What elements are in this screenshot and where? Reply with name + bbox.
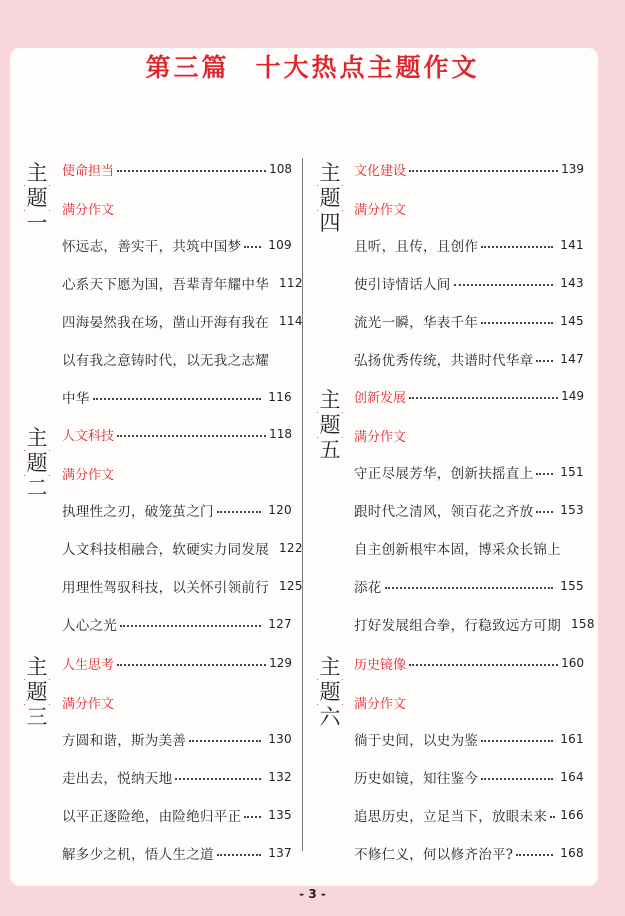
section-box <box>24 426 50 500</box>
section-number: 三 <box>24 705 50 729</box>
section-prefix-char: 题 <box>24 680 50 704</box>
essay-entry[interactable] <box>62 234 292 256</box>
essay-title: 不修仁义，何以修齐治平? <box>354 847 514 863</box>
page-number: - 3 - <box>299 887 326 901</box>
section-prefix-char: 主 <box>24 655 50 679</box>
essay-entry[interactable] <box>62 310 303 332</box>
part-label: 第三篇 <box>145 53 230 82</box>
essay-page: 155 <box>560 579 584 593</box>
sub-label: 满分作文 <box>354 203 407 218</box>
essay-page: 158 <box>571 617 595 631</box>
essay-page: 143 <box>560 276 584 290</box>
theme-title: 历史镜像 <box>354 657 407 673</box>
section-box <box>317 161 343 235</box>
essay-entry[interactable] <box>354 575 584 597</box>
essay-title: 添花 <box>354 580 382 596</box>
essay-entry[interactable] <box>354 499 584 521</box>
essay-entry[interactable] <box>354 842 584 864</box>
theme-entry[interactable] <box>62 423 292 445</box>
essay-entry[interactable] <box>354 766 584 788</box>
essay-entry[interactable] <box>354 234 584 256</box>
leader-dots <box>409 170 558 172</box>
essay-title: 人文科技相融合，软硬实力同发展 <box>62 542 269 558</box>
theme-title: 文化建设 <box>354 163 407 179</box>
leader-dots <box>481 740 553 742</box>
sub-label: 满分作文 <box>62 697 115 712</box>
essay-entry[interactable] <box>354 310 584 332</box>
essay-page: 164 <box>560 770 584 784</box>
essay-page: 141 <box>560 238 584 252</box>
leader-dots <box>481 322 553 324</box>
essay-page: 168 <box>560 846 584 860</box>
essay-title: 人心之光 <box>62 618 118 634</box>
essay-page: 122 <box>279 541 303 555</box>
leader-dots <box>550 816 553 818</box>
leader-dots <box>189 740 261 742</box>
essay-entry[interactable] <box>354 804 584 826</box>
essay-page: 145 <box>560 314 584 328</box>
section-prefix-char: 题 <box>24 186 50 210</box>
theme-entry[interactable] <box>354 385 584 407</box>
section-number: 五 <box>317 438 343 462</box>
essay-page: 132 <box>268 770 292 784</box>
section-prefix-char: 题 <box>317 413 343 437</box>
theme-page: 160 <box>561 656 584 670</box>
sub-label: 满分作文 <box>62 203 115 218</box>
essay-title: 流光一瞬，华表千年 <box>354 315 479 331</box>
leader-dots <box>120 625 261 627</box>
section-number: 四 <box>317 211 343 235</box>
theme-entry[interactable] <box>62 158 292 180</box>
column-divider <box>302 158 303 851</box>
leader-dots <box>175 778 261 780</box>
essay-page: 116 <box>268 390 292 404</box>
sub-label: 满分作文 <box>354 697 407 712</box>
essay-entry[interactable] <box>62 499 292 521</box>
section-prefix-char: 题 <box>24 451 50 475</box>
essay-page: 137 <box>268 846 292 860</box>
essay-entry[interactable] <box>354 537 584 559</box>
essay-entry[interactable] <box>62 348 292 370</box>
leader-dots <box>409 397 558 399</box>
section-box <box>317 388 343 462</box>
essay-entry[interactable] <box>62 766 292 788</box>
essay-entry[interactable] <box>62 272 303 294</box>
leader-dots <box>93 398 262 400</box>
leader-dots <box>516 854 553 856</box>
leader-dots <box>536 511 553 513</box>
essay-title: 中华 <box>62 391 90 407</box>
essay-title: 以有我之意铸时代，以无我之志耀 <box>62 353 269 369</box>
theme-page: 139 <box>561 162 584 176</box>
essay-title: 使引诗情话人间 <box>354 277 451 293</box>
essay-page: 127 <box>268 617 292 631</box>
sub-label: 满分作文 <box>354 430 407 445</box>
leader-dots <box>244 816 261 818</box>
essay-title: 以平正逐险绝，由险绝归平正 <box>62 809 242 825</box>
essay-title: 徜于史间，以史为鉴 <box>354 733 479 749</box>
essay-title: 怀远志，善实干，共筑中国梦 <box>62 239 242 255</box>
essay-title: 跟时代之清风，领百花之齐放 <box>354 504 534 520</box>
theme-title: 创新发展 <box>354 390 407 406</box>
essay-page: 153 <box>560 503 584 517</box>
essay-page: 166 <box>560 808 584 822</box>
section-box <box>24 161 50 235</box>
part-title: 十大热点主题作文 <box>255 53 480 82</box>
essay-title: 打好发展组合拳，行稳致远方可期 <box>354 618 561 634</box>
theme-title: 使命担当 <box>62 163 115 179</box>
leader-dots <box>117 170 266 172</box>
leader-dots <box>409 664 558 666</box>
essay-entry[interactable] <box>354 348 584 370</box>
section-prefix-char: 主 <box>317 388 343 412</box>
section-prefix-char: 主 <box>317 655 343 679</box>
essay-entry[interactable] <box>354 272 584 294</box>
essay-entry[interactable] <box>62 804 292 826</box>
essay-page: 161 <box>560 732 584 746</box>
theme-entry[interactable] <box>62 652 292 674</box>
essay-page: 125 <box>279 579 303 593</box>
essay-entry[interactable] <box>62 613 292 635</box>
essay-page: 151 <box>560 465 584 479</box>
essay-page: 120 <box>268 503 292 517</box>
leader-dots <box>244 246 261 248</box>
theme-entry[interactable] <box>354 652 584 674</box>
essay-title: 用理性驾驭科技，以关怀引领前行 <box>62 580 269 596</box>
essay-page: 130 <box>268 732 292 746</box>
essay-page: 147 <box>560 352 584 366</box>
theme-page: 129 <box>269 656 292 670</box>
page-title <box>0 48 625 84</box>
theme-entry[interactable] <box>354 158 584 180</box>
leader-dots <box>217 511 261 513</box>
essay-title: 心系天下愿为国，吾辈青年耀中华 <box>62 277 269 293</box>
essay-title: 方圆和谐，斯为美善 <box>62 733 187 749</box>
essay-title: 解多少之机，悟人生之道 <box>62 847 214 863</box>
leader-dots <box>117 435 266 437</box>
leader-dots <box>481 778 553 780</box>
section-number: 二 <box>24 476 50 500</box>
essay-page: 114 <box>279 314 303 328</box>
leader-dots <box>217 854 261 856</box>
essay-title: 且听，且传，且创作 <box>354 239 479 255</box>
section-box <box>317 655 343 729</box>
section-prefix-char: 主 <box>24 426 50 450</box>
essay-entry[interactable] <box>354 461 584 483</box>
essay-entry[interactable] <box>354 728 584 750</box>
leader-dots <box>536 473 553 475</box>
essay-title: 四海晏然我在场，凿山开海有我在 <box>62 315 269 331</box>
essay-entry[interactable] <box>62 842 292 864</box>
theme-page: 108 <box>269 162 292 176</box>
leader-dots <box>385 587 554 589</box>
leader-dots <box>454 284 554 286</box>
essay-title: 自主创新根牢本固，博采众长锦上 <box>354 542 561 558</box>
section-prefix-char: 主 <box>24 161 50 185</box>
sub-label: 满分作文 <box>62 468 115 483</box>
essay-page: 109 <box>268 238 292 252</box>
theme-page: 149 <box>561 389 584 403</box>
theme-title: 人生思考 <box>62 657 115 673</box>
essay-entry[interactable] <box>62 575 303 597</box>
leader-dots <box>481 246 553 248</box>
essay-entry[interactable] <box>354 613 595 635</box>
essay-title: 弘扬优秀传统，共谱时代华章 <box>354 353 534 369</box>
essay-title: 执理性之刃，破笼茧之门 <box>62 504 214 520</box>
section-prefix-char: 题 <box>317 186 343 210</box>
essay-page: 135 <box>268 808 292 822</box>
leader-dots <box>117 664 266 666</box>
theme-title: 人文科技 <box>62 428 115 444</box>
essay-title: 历史如镜，知往鉴今 <box>354 771 479 787</box>
essay-entry[interactable] <box>62 537 303 559</box>
essay-entry[interactable] <box>62 386 292 408</box>
essay-entry[interactable] <box>62 728 292 750</box>
essay-title: 追思历史，立足当下，放眼未来 <box>354 809 548 825</box>
section-box <box>24 655 50 729</box>
leader-dots <box>536 360 553 362</box>
section-number: 一 <box>24 211 50 235</box>
essay-page: 112 <box>279 276 303 290</box>
section-prefix-char: 题 <box>317 680 343 704</box>
section-number: 六 <box>317 705 343 729</box>
section-prefix-char: 主 <box>317 161 343 185</box>
essay-title: 走出去，悦纳天地 <box>62 771 173 787</box>
essay-title: 守正尽展芳华，创新扶摇直上 <box>354 466 534 482</box>
theme-page: 118 <box>269 427 292 441</box>
